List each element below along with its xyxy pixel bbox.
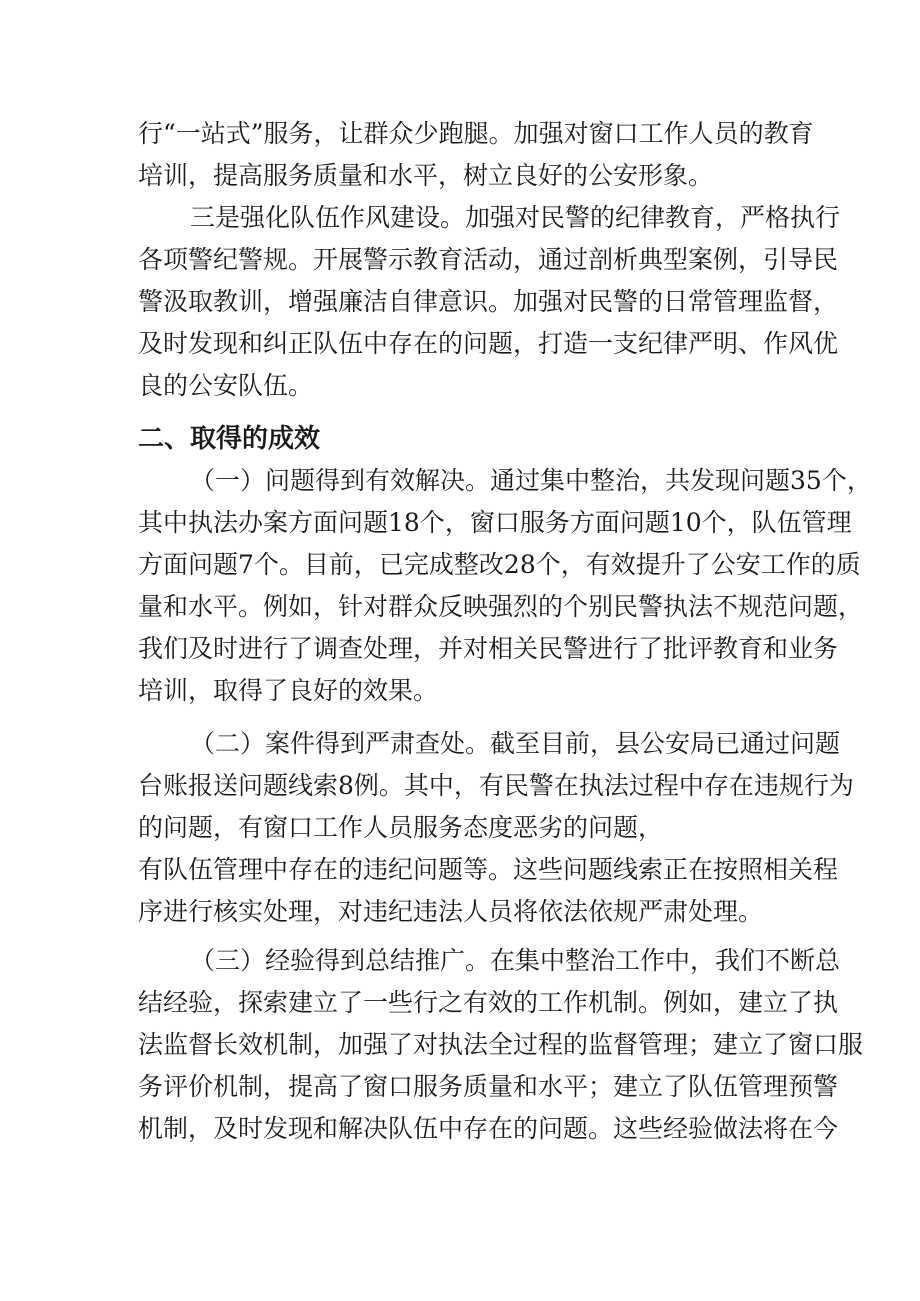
paragraph-line: 机制，及时发现和解决队伍中存在的问题。这些经验做法将在今 [138, 1114, 839, 1143]
paragraph-line: 务评价机制，提高了窗口服务质量和水平；建立了队伍管理预警 [138, 1072, 839, 1101]
paragraph-line: 量和水平。例如，针对群众反映强烈的个别民警执法不规范问题， [138, 592, 864, 621]
paragraph-line: 我们及时进行了调查处理，并对相关民警进行了批评教育和业务 [138, 634, 839, 663]
paragraph-line: 有队伍管理中存在的违纪问题等。这些问题线索正在按照相关程 [138, 855, 839, 884]
paragraph-line: 法监督长效机制，加强了对执法全过程的监督管理；建立了窗口服 [138, 1030, 864, 1059]
paragraph-line: 的问题，有窗口工作人员服务态度恶劣的问题， [138, 813, 664, 842]
paragraph-line: 其中执法办案方面问题18个，窗口服务方面问题10个，队伍管理 [138, 508, 852, 537]
paragraph-line: 培训，提高服务质量和水平，树立良好的公安形象。 [138, 161, 714, 190]
paragraph-line: （一）问题得到有效解决。通过集中整治，共发现问题35个， [190, 466, 872, 495]
paragraph-line: 三是强化队伍作风建设。加强对民警的纪律教育，严格执行 [190, 203, 841, 232]
paragraph-line: 台账报送问题线索8例。其中，有民警在执法过程中存在违规行为 [138, 771, 854, 800]
section-heading: 二、取得的成效 [138, 424, 321, 454]
paragraph-line: 结经验，探索建立了一些行之有效的工作机制。例如，建立了执 [138, 988, 839, 1017]
paragraph-line: （三）经验得到总结推广。在集中整治工作中，我们不断总 [190, 946, 841, 975]
paragraph-line: 培训，取得了良好的效果。 [138, 676, 439, 705]
paragraph-line: 及时发现和纠正队伍中存在的问题，打造一支纪律严明、作风优 [138, 329, 839, 358]
paragraph-line: 各项警纪警规。开展警示教育活动，通过剖析典型案例，引导民 [138, 245, 839, 274]
paragraph-line: 序进行核实处理，对违纪违法人员将依法依规严肃处理。 [138, 897, 764, 926]
paragraph-line: （二）案件得到严肃查处。截至目前，县公安局已通过问题 [190, 729, 841, 758]
paragraph-line: 良的公安队伍。 [138, 371, 314, 400]
paragraph-line: 行“一站式”服务，让群众少跑腿。加强对窗口工作人员的教育 [138, 119, 814, 148]
paragraph-line: 警汲取教训，增强廉洁自律意识。加强对民警的日常管理监督， [138, 287, 839, 316]
paragraph-line: 方面问题7个。目前，已完成整改28个，有效提升了公安工作的质 [138, 550, 861, 579]
